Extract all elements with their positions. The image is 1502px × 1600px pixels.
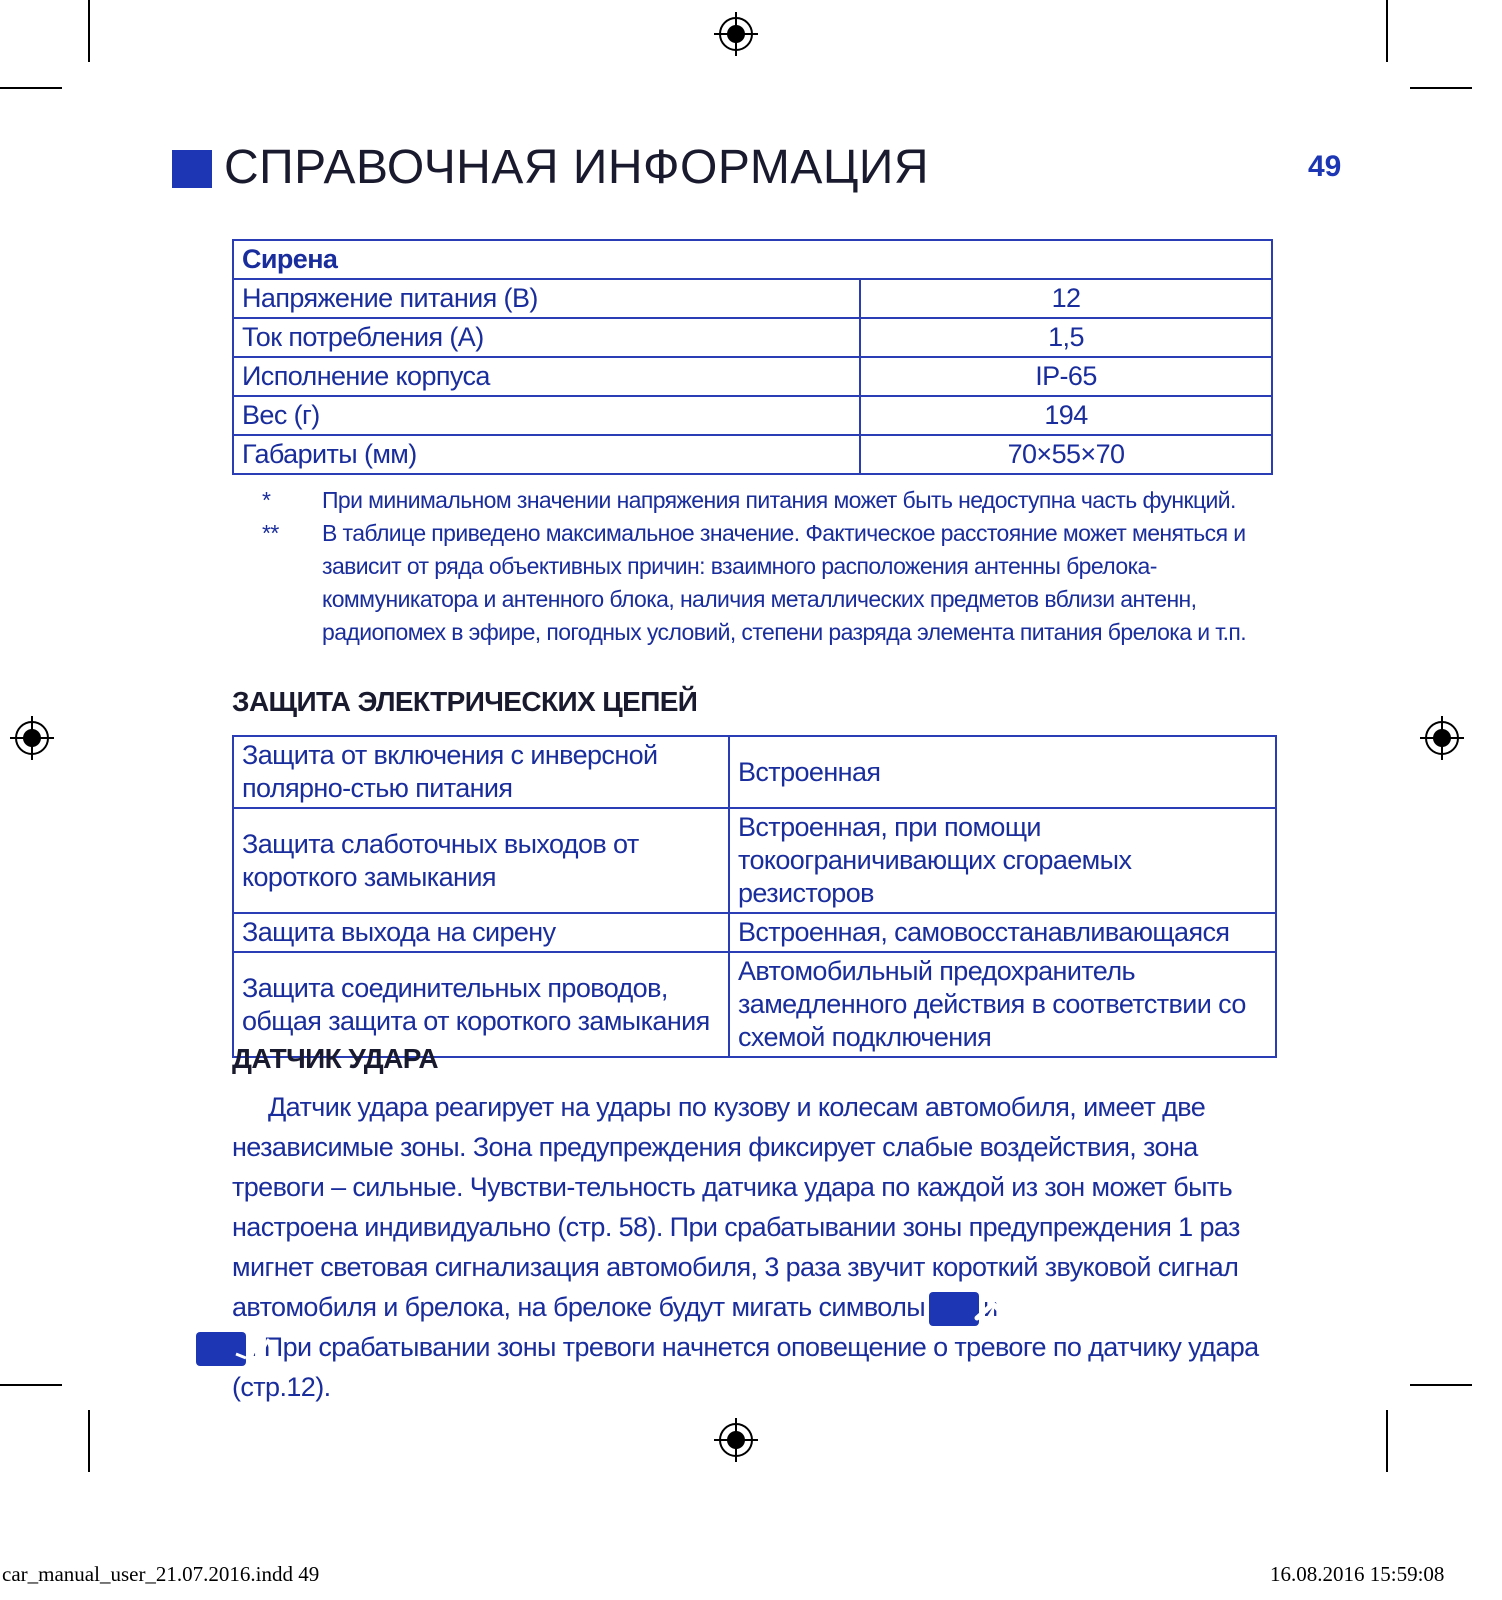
protection-section-title: ЗАЩИТА ЭЛЕКТРИЧЕСКИХ ЦЕПЕЙ [232,686,698,717]
crop-mark [1386,1410,1388,1472]
siren-table-title: Сирена [233,240,1272,279]
crop-mark [1410,1384,1472,1386]
protection-table [232,735,1277,1058]
registration-mark-icon [10,716,54,760]
print-datetime: 16.08.2016 15:59:08 [1270,1562,1445,1586]
footnotes [262,484,1282,649]
footnote-mark: ** [262,520,279,546]
shock-sensor-paragraph [232,1087,1272,1407]
table-row [233,913,1276,952]
crop-mark [0,87,62,89]
footnote-text: В таблице приведено максимальное значение. Фактическое расстояние может меняться и зависит от ряда объективных причин: взаимного расположения антенны брелока-коммуникатора и антенного блока, наличия металлических предметов вблизи антенн, радиопомех в эфире, погодных условий, степени разряда элемента питания брелока и т.п. [322,520,1247,645]
table-row [233,736,1276,808]
paragraph-text: . При срабатывании зоны тревоги начнется оповещение о тревоге по датчику удара (стр.12). [232,1332,1259,1402]
page-number: 49 [1308,150,1342,183]
footnote [262,517,1282,649]
table-cell-label: Защита от включения с инверсной полярно-стью питания [233,736,729,808]
table-cell-label: Габариты (мм) [233,435,860,474]
table-cell-label: Ток потребления (А) [233,318,860,357]
table-row [233,808,1276,913]
crop-mark [1386,0,1388,62]
registration-mark-icon [1420,716,1464,760]
shock-wave-icon [196,1332,246,1366]
table-row [233,357,1272,396]
table-row [233,396,1272,435]
table-row [233,279,1272,318]
footnote-text: При минимальном значении напряжения питания может быть недоступна часть функций. [322,487,1236,513]
registration-mark-icon [714,12,758,56]
table-row [233,318,1272,357]
header-square-icon [172,150,212,188]
table-row [233,435,1272,474]
registration-mark-icon [714,1418,758,1462]
table-cell-value: 1,5 [860,318,1272,357]
table-cell-value: 70×55×70 [860,435,1272,474]
table-cell-value: Встроенная [729,736,1276,808]
table-cell-label: Защита выхода на сирену [233,913,729,952]
table-cell-value: Автомобильный предохранитель замедленного действия в соответствии со схемой подключения [729,952,1276,1057]
crop-mark [88,1410,90,1472]
crop-mark [0,1384,62,1386]
table-cell-value: IP-65 [860,357,1272,396]
table-cell-label: Напряжение питания (В) [233,279,860,318]
table-cell-label: Защита слаботочных выходов от короткого замыкания [233,808,729,913]
file-slug: car_manual_user_21.07.2016.indd 49 [2,1562,320,1586]
footnote [262,484,1282,517]
page-title: СПРАВОЧНАЯ ИНФОРМАЦИЯ [224,141,929,194]
table-row [233,952,1276,1057]
table-cell-label: Защита соединительных проводов, общая защита от короткого замыкания [233,952,729,1057]
table-cell-value: 12 [860,279,1272,318]
table-cell-label: Вес (г) [233,396,860,435]
paragraph-text: Датчик удара реагирует на удары по кузову и колесам автомобиля, имеет две независимые зоны. Зона предупреждения фиксирует слабые воздействия, зона тревоги – сильные. Чувстви-тельность датчика удара по каждой из зон может быть настроена индивидуально (стр. 58). При срабатывании зоны предупреждения 1 раз мигнет световая сигнализация автомобиля, 3 раза звучит короткий звуковой сигнал автомобиля и брелока, на брелоке будут мигать символы [232,1092,1240,1322]
table-cell-value: Встроенная, самовосстанавливающаяся [729,913,1276,952]
crop-mark [1410,87,1472,89]
hammer-icon [929,1292,979,1326]
siren-table [232,239,1273,475]
crop-mark [88,0,90,62]
table-cell-label: Исполнение корпуса [233,357,860,396]
table-row [233,240,1272,279]
table-cell-value: Встроенная, при помощи токоограничивающих сгораемых резисторов [729,808,1276,913]
footnote-mark: * [262,487,271,513]
table-cell-value: 194 [860,396,1272,435]
shock-section-title: ДАТЧИК УДАРА [232,1043,438,1074]
